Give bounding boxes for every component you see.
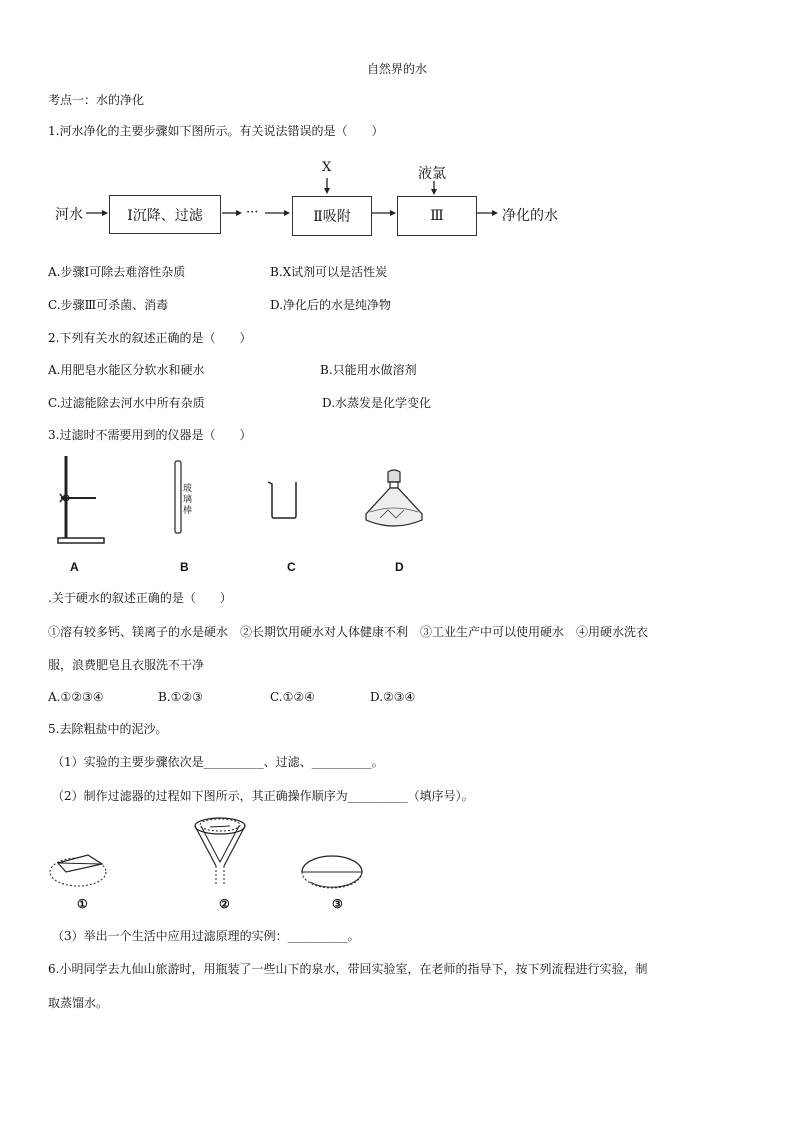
q4-option-c: C.①②④ (270, 690, 315, 704)
q5-part1: （1）实验的主要步骤依次是__________、过滤、__________。 (52, 755, 384, 769)
flow-liquid-chlorine: 液氯 (418, 166, 446, 182)
filter-paper-fold-1-image (48, 850, 118, 894)
flow-step3-box (397, 196, 477, 236)
q4-option-d: D.②③④ (370, 690, 416, 704)
q1-option-c: C.步骤Ⅲ可杀菌、消毒 (48, 298, 169, 312)
q2-option-d: D.水蒸发是化学变化 (322, 396, 432, 410)
flow-river-water: 河水 (55, 207, 83, 223)
filter-paper-fold-2-image (298, 846, 368, 898)
q4-option-b: B.①②③ (158, 690, 203, 704)
q2-stem: 2.下列有关水的叙述正确的是（ ） (48, 331, 252, 345)
flow-ellipsis: ··· (246, 205, 259, 220)
q4-option-a: A.①②③④ (48, 690, 104, 704)
q3-label-c: C (287, 560, 296, 574)
iron-stand-image (54, 454, 164, 544)
q1-option-d: D.净化后的水是纯净物 (270, 298, 392, 312)
q4-stem: .关于硬水的叙述正确的是（ ） (48, 591, 232, 605)
section-heading: 考点一：水的净化 (48, 93, 145, 107)
q2-option-a: A.用肥皂水能区分软水和硬水 (48, 363, 205, 377)
q4-statements-line2: 服，浪费肥皂且衣服洗不干净 (48, 658, 205, 672)
q4-statements-line1: ①溶有较多钙、镁离子的水是硬水 ②长期饮用硬水对人体健康不利 ③工业生产中可以使用硬水 ④用硬水洗衣 (48, 625, 649, 639)
flow-clean-water: 净化的水 (502, 208, 558, 224)
flow-step1-label: Ⅰ沉降、过滤 (127, 207, 203, 224)
q3-stem: 3.过滤时不需要用到的仪器是（ ） (48, 428, 252, 442)
q3-label-d: D (395, 560, 404, 574)
q5-part3: （3）举出一个生活中应用过滤原理的实例：__________。 (52, 929, 360, 943)
flow-step1-box (109, 195, 221, 234)
beaker-image (266, 478, 306, 522)
q2-option-b: B.只能用水做溶剂 (320, 363, 417, 377)
q5-stem: 5.去除粗盐中的泥沙。 (48, 722, 168, 736)
q3-label-b: B (180, 560, 189, 574)
q5-label-2: ② (219, 897, 230, 911)
flow-step2-box (292, 196, 372, 236)
q5-label-1: ① (77, 897, 88, 911)
glass-rod-text: 玻璃棒 (183, 484, 193, 516)
q5-label-3: ③ (332, 897, 343, 911)
flow-step2-label: Ⅱ吸附 (313, 209, 351, 225)
flow-reagent-x: X (322, 160, 332, 175)
flow-step3-label: Ⅲ (430, 208, 444, 224)
q1-option-b: B.X试剂可以是活性炭 (270, 265, 388, 279)
page-title: 自然界的水 (366, 62, 427, 76)
alcohol-lamp-image (360, 468, 430, 538)
q2-option-c: C.过滤能除去河水中所有杂质 (48, 396, 205, 410)
q1-stem: 1.河水净化的主要步骤如下图所示。有关说法错误的是（ ） (48, 124, 384, 138)
q6-line1: 6.小明同学去九仙山旅游时，用瓶装了一些山下的泉水，带回实验室，在老师的指导下，按下列流程进行实验，制 (48, 962, 648, 976)
q6-line2: 取蒸馏水。 (48, 996, 109, 1010)
q5-part2: （2）制作过滤器的过程如下图所示，其正确操作顺序为__________（填序号）。 (52, 789, 474, 803)
funnel-with-filter-image (186, 812, 256, 890)
q1-option-a: A.步骤Ⅰ可除去难溶性杂质 (48, 265, 186, 279)
q3-label-a: A (70, 560, 79, 574)
